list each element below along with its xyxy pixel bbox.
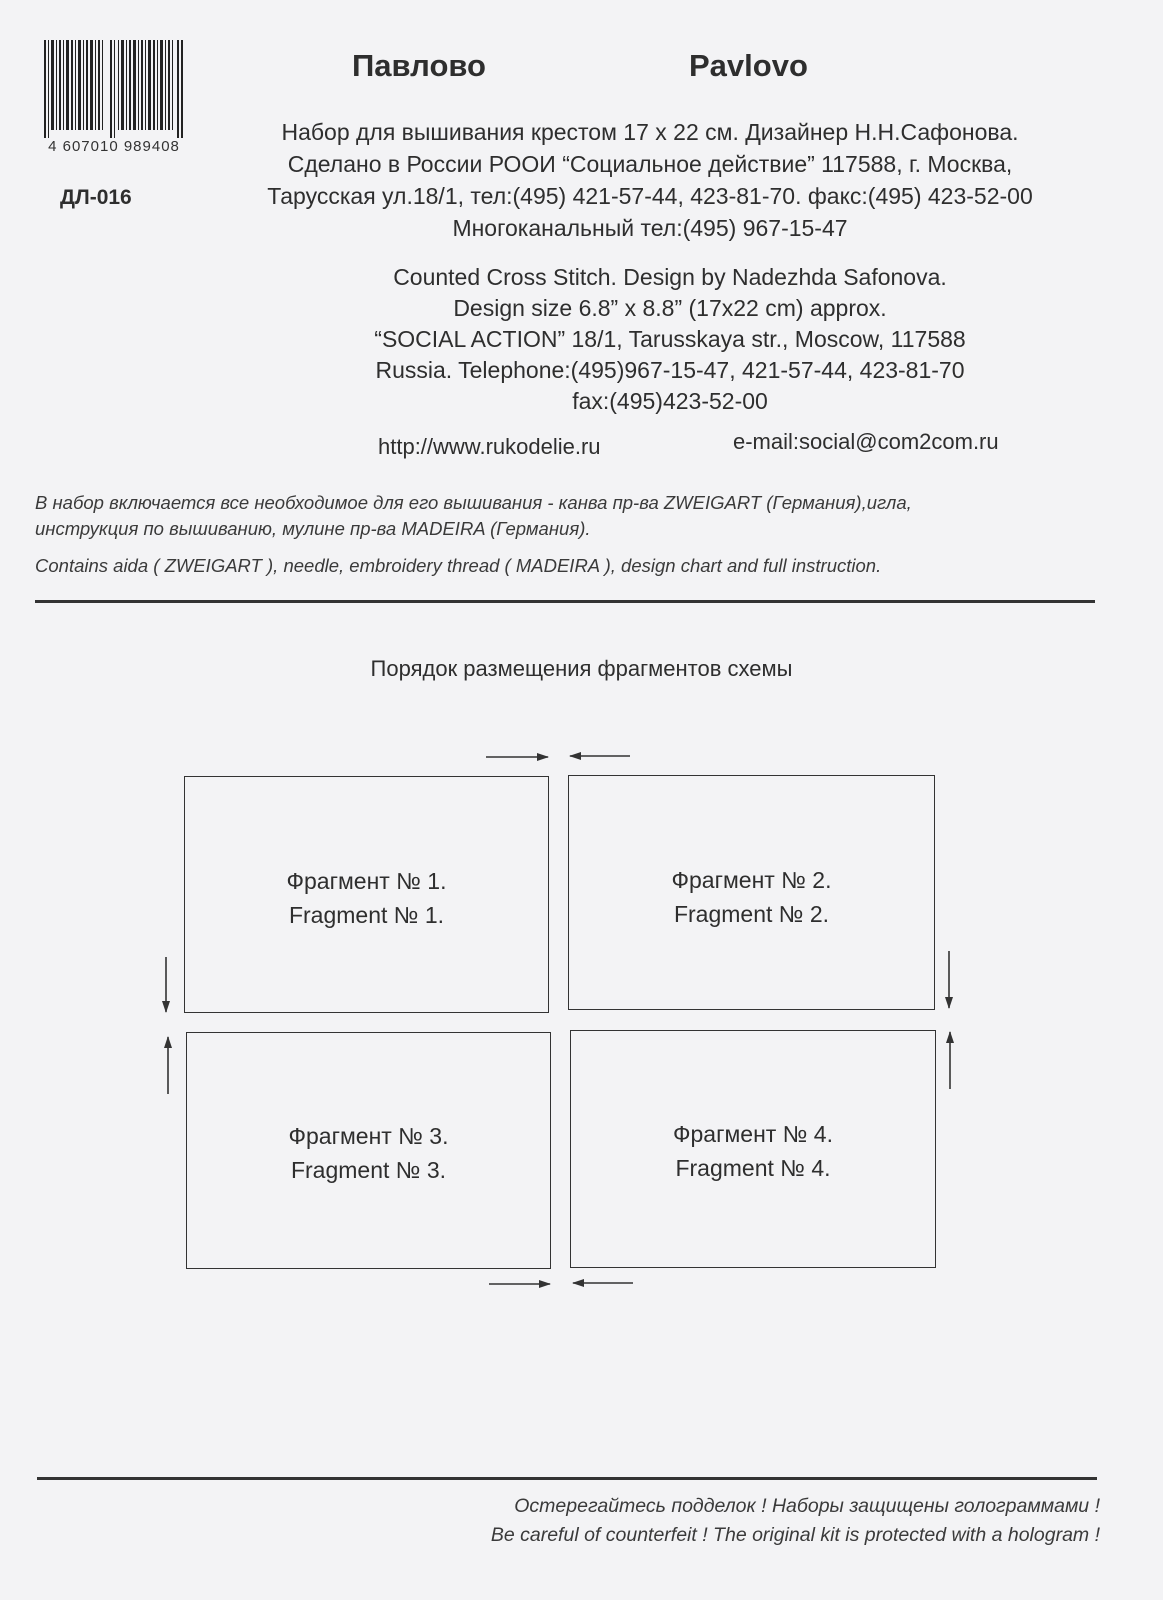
includes-russian-line: инструкция по вышиванию, мулине пр-ва MADEIRA (Германия). xyxy=(35,518,591,539)
fragment-label-ru: Фрагмент № 1. xyxy=(286,868,447,894)
russian-info-line: Набор для вышивания крестом 17 х 22 см. Дизайнер Н.Н.Сафонова. xyxy=(281,119,1019,145)
title-english: Pavlovo xyxy=(689,48,808,83)
english-info-line: “SOCIAL ACTION” 18/1, Tarusskaya str., Moscow, 117588 xyxy=(374,326,966,352)
email-link[interactable]: e-mail:social@com2com.ru xyxy=(733,429,999,454)
english-info-line: Design size 6.8” x 8.8” (17x22 cm) approx. xyxy=(453,295,887,321)
russian-info-line: Сделано в России РООИ “Социальное действие” 117588, г. Москва, xyxy=(287,151,1013,177)
fragment-box-1 xyxy=(184,776,549,1013)
english-info xyxy=(210,262,1130,417)
product-code: ДЛ-016 xyxy=(60,186,132,209)
barcode xyxy=(44,40,184,154)
includes-english: Contains aida ( ZWEIGART ), needle, embroidery thread ( MADEIRA ), design chart and full instruction. xyxy=(35,555,882,576)
english-info-line: Russia. Telephone:(495)967-15-47, 421-57-44, 423-81-70 xyxy=(375,357,965,383)
fragment-label-ru: Фрагмент № 4. xyxy=(673,1121,833,1147)
english-info-line: Counted Cross Stitch. Design by Nadezhda Safonova. xyxy=(393,264,947,290)
english-info-line: fax:(495)423-52-00 xyxy=(572,388,768,414)
fragment-label-en: Fragment № 2. xyxy=(673,901,830,927)
warning-russian: Остерегайтесь подделок ! Наборы защищены голограммами ! xyxy=(514,1495,1100,1517)
website-link[interactable]: http://www.rukodelie.ru xyxy=(378,434,601,459)
russian-info-line: Тарусская ул.18/1, тел:(495) 421-57-44, 423-81-70. факс:(495) 423-52-00 xyxy=(267,183,1033,209)
fragment-label xyxy=(185,864,548,932)
fragment-label-en: Fragment № 4. xyxy=(675,1155,831,1181)
counterfeit-warning xyxy=(200,1492,1100,1550)
fragment-box-4 xyxy=(570,1030,936,1268)
fragment-label xyxy=(187,1119,550,1187)
fragment-box-3 xyxy=(186,1032,551,1269)
fragment-label xyxy=(571,1117,935,1185)
fragment-label-ru: Фрагмент № 3. xyxy=(288,1123,449,1149)
divider-top xyxy=(35,600,1095,603)
warning-english: Be careful of counterfeit ! The original kit is protected with a hologram ! xyxy=(490,1524,1100,1546)
fragment-label xyxy=(569,863,934,931)
fragment-label-en: Fragment № 3. xyxy=(290,1157,447,1183)
fragment-label-en: Fragment № 1. xyxy=(288,902,445,928)
barcode-bars xyxy=(44,40,184,138)
russian-info xyxy=(190,116,1110,244)
divider-bottom xyxy=(37,1477,1097,1480)
barcode-number: 4 607010 989408 xyxy=(48,138,180,155)
russian-info-line: Многоканальный тел:(495) 967-15-47 xyxy=(452,215,848,241)
fragment-label-ru: Фрагмент № 2. xyxy=(671,867,832,893)
includes-russian-line: В набор включается все необходимое для его вышивания - канва пр-ва ZWEIGART (Германия),игла, xyxy=(35,492,912,513)
includes-russian xyxy=(35,490,1135,542)
title-russian: Павлово xyxy=(352,48,486,83)
fragment-box-2 xyxy=(568,775,935,1010)
fragment-order-title: Порядок размещения фрагментов схемы xyxy=(370,656,793,681)
